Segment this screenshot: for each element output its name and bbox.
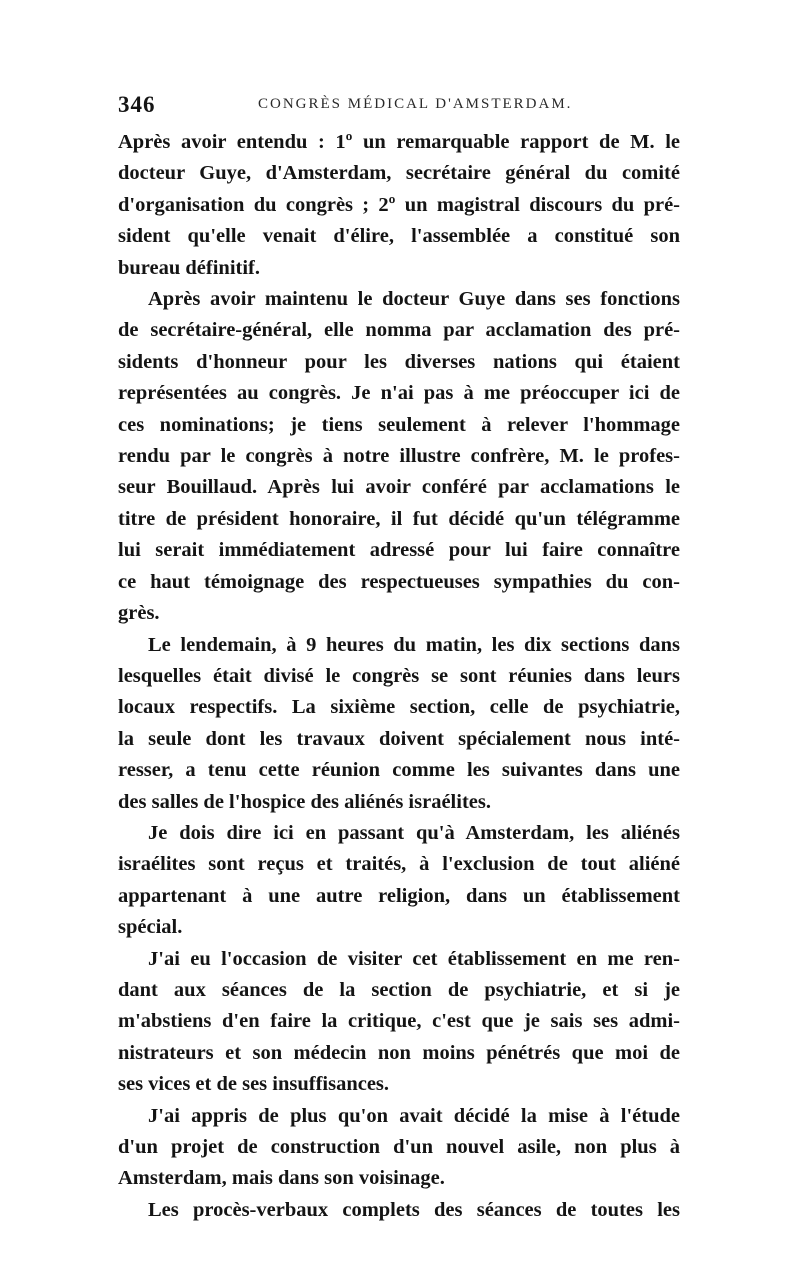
text-line: rendu par le congrès à notre illustre confrère, M. le profes- [118, 445, 680, 468]
text-line: ce haut témoignage des respectueuses sympathies du con- [118, 570, 680, 593]
text-line: seur Bouillaud. Après lui avoir conféré par acclamations le [118, 476, 680, 499]
text-line: grès. [118, 602, 160, 625]
text-line: d'un projet de construction d'un nouvel asile, non plus à [118, 1136, 680, 1158]
body-text [118, 127, 680, 1226]
text-line: docteur Guye, d'Amsterdam, secrétaire général du comité [118, 162, 680, 185]
text-line: appartenant à une autre religion, dans un établissement [118, 884, 680, 907]
text-line: dant aux séances de la section de psychiatrie, et si je [118, 978, 680, 1001]
text-line: Le lendemain, à 9 heures du matin, les dix sections dans [148, 633, 680, 656]
text-line: resser, a tenu cette réunion comme les suivantes dans une [118, 759, 680, 782]
text-line: israélites sont reçus et traités, à l'exclusion de tout aliéné [118, 853, 680, 876]
running-title: CONGRÈS MÉDICAL D'AMSTERDAM. [258, 96, 573, 112]
text-line: bureau définitif. [118, 256, 260, 279]
text-line: représentées au congrès. Je n'ai pas à me préoccuper ici de [118, 382, 680, 405]
text-line: Amsterdam, mais dans son voisinage. [118, 1167, 445, 1190]
text-line: de secrétaire-général, elle nomma par acclamation des pré- [118, 319, 680, 342]
text-line: lui serait immédiatement adressé pour lui faire connaître [118, 539, 680, 562]
text-line: titre de président honoraire, il fut décidé qu'un télégramme [118, 507, 680, 530]
text-line: sident qu'elle venait d'élire, l'assemblée a constitué son [118, 225, 680, 248]
text-line: Après avoir entendu : 1º un remarquable rapport de M. le [118, 131, 680, 153]
text-line: ces nominations; je tiens seulement à relever l'hommage [118, 413, 680, 436]
text-line: J'ai appris de plus qu'on avait décidé la mise à l'étude [148, 1104, 680, 1127]
text-line: m'abstiens d'en faire la critique, c'est que je sais ses admi- [118, 1010, 680, 1033]
text-line: ses vices et de ses insuffisances. [118, 1073, 390, 1096]
running-head [118, 92, 680, 118]
text-line: la seule dont les travaux doivent spécialement nous inté- [118, 727, 680, 750]
text-line: nistrateurs et son médecin non moins pénétrés que moi de [118, 1041, 680, 1064]
text-line: Les procès-verbaux complets des séances de toutes les [148, 1198, 680, 1221]
text-line: lesquelles était divisé le congrès se sont réunies dans leurs [118, 664, 680, 687]
text-line: des salles de l'hospice des aliénés israélites. [118, 790, 491, 813]
text-line: spécial. [118, 916, 183, 939]
text-line: sidents d'honneur pour les diverses nations qui étaient [118, 350, 680, 373]
page-number: 346 [118, 92, 156, 117]
text-line: d'organisation du congrès ; 2º un magistral discours du pré- [118, 193, 680, 216]
text-line: Après avoir maintenu le docteur Guye dans ses fonctions [148, 288, 680, 311]
text-line: locaux respectifs. La sixième section, celle de psychiatrie, [118, 696, 680, 719]
text-line: Je dois dire ici en passant qu'à Amsterdam, les aliénés [148, 821, 680, 844]
text-line: J'ai eu l'occasion de visiter cet établissement en me ren- [148, 947, 680, 970]
